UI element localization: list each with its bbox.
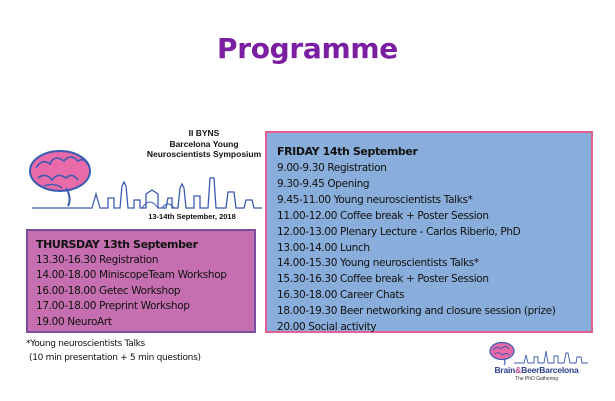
thursday-item: 19.00 NeuroArt [36, 315, 112, 328]
friday-item: 12.00-13.00 Plenary Lecture - Carlos Riberio, PhD [277, 225, 521, 238]
thursday-panel [26, 229, 256, 333]
byns-line2: Barcelona Young [169, 138, 239, 149]
friday-item: 11.00-12.00 Coffee break + Poster Session [277, 209, 489, 222]
brain-skyline-small-logo-icon [484, 339, 589, 367]
footnote-line2: (10 min presentation + 5 min questions) [29, 353, 201, 363]
friday-item: 20.00 Social activity [277, 321, 377, 334]
bb-name-barcelona: Barcelona [539, 365, 579, 375]
brain-beer-subtitle: The PhD Gathering [514, 376, 559, 382]
bb-name-beer: Beer [521, 365, 540, 375]
thursday-item: 14.00-18.00 MiniscopeTeam Workshop [36, 269, 227, 282]
friday-item: 13.00-14.00 Lunch [277, 241, 370, 254]
byns-line3: Neuroscientists Symposium [146, 149, 262, 159]
byns-logo [22, 128, 267, 228]
footnote-line1: *Young neuroscientists Talks [26, 339, 145, 349]
friday-item: 18.00-19.30 Beer networking and closure session (prize) [277, 305, 556, 318]
bb-name-brain: Brain [494, 365, 516, 375]
footnote [26, 337, 201, 365]
friday-item: 9.30-9.45 Opening [277, 177, 370, 190]
thursday-item: 13.30-16.30 Registration [36, 254, 159, 266]
thursday-item: 17.00-18.00 Preprint Workshop [36, 300, 190, 313]
thursday-heading: THURSDAY 13th September [36, 238, 198, 251]
page-title: Programme [217, 32, 398, 65]
byns-heading: II BYNS [188, 128, 220, 138]
brain-beer-logo [484, 339, 589, 389]
byns-date: 13-14th September, 2018 [148, 212, 236, 221]
friday-item: 15.30-16.30 Coffee break + Poster Session [277, 273, 489, 286]
friday-item: 9.00-9.30 Registration [277, 162, 387, 174]
friday-heading: FRIDAY 14th September [277, 145, 418, 158]
thursday-item: 16.00-18.00 Getec Workshop [36, 284, 181, 297]
bb-name-amp: & [515, 365, 522, 375]
friday-item: 9.45-11.00 Young neuroscientists Talks* [277, 193, 473, 206]
friday-item: 16.30-18.00 Career Chats [277, 289, 405, 302]
friday-panel [265, 131, 593, 333]
brain-beer-title [484, 365, 589, 375]
friday-item: 14.00-15.30 Young neuroscientists Talks* [277, 257, 479, 270]
